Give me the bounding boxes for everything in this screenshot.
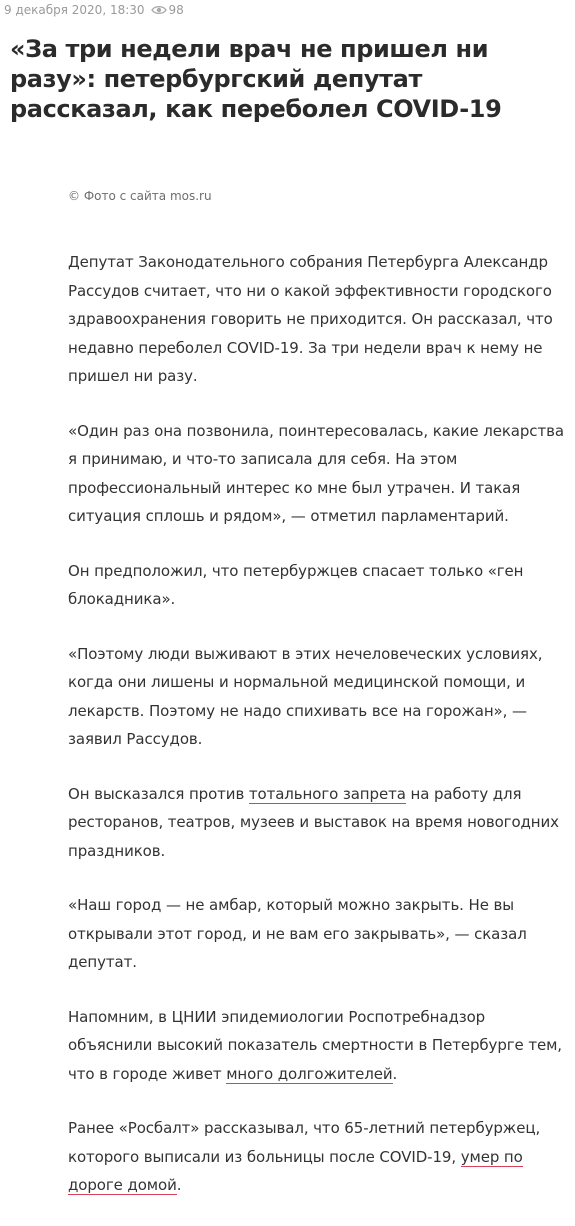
publish-date: 9 декабря 2020, 18:30 (4, 3, 145, 17)
paragraph-8 (68, 1114, 568, 1200)
paragraph-5 (68, 780, 568, 866)
paragraph-7 (68, 1003, 568, 1089)
paragraph-5-text-after: на работу для ресторанов, театров, музеев и выставок на время новогодних праздников. (68, 784, 559, 860)
link-died-on-way-home[interactable]: умер по дороге домой (68, 1147, 523, 1194)
paragraph-2: «Один раз она позвонила, поинтересовалась, какие лекарства я принимаю, и что-то записала для себя. На этом профессиональный интерес ко мне был утрачен. И такая ситуация сплошь и рядом», — отметил парламентарий. (68, 421, 564, 525)
paragraph-6: «Наш город — не амбар, который можно закрыть. Не вы открывали этот город, и не вам его закрывать», — сказал депутат. (68, 896, 527, 971)
paragraph-3: Он предположил, что петербуржцев спасает только «ген блокадника». (68, 561, 524, 608)
paragraph-7-text-before: Напомним, в ЦНИИ эпидемиологии Роспотребнадзор объяснили высокий показатель смертности в Петербурге тем, что в городе живет (68, 1007, 562, 1083)
article-meta (4, 2, 184, 18)
paragraph-8-text-after: . (176, 1176, 182, 1194)
article-headline: «За три недели врач не пришел ни разу»: петербургский депутат рассказал, как переболел COVID-19 (10, 35, 502, 123)
link-total-ban[interactable]: тотального запрета (248, 784, 406, 803)
article-body (68, 248, 568, 1226)
eye-icon (151, 5, 167, 15)
paragraph-5-text-before: Он высказался против (68, 784, 249, 803)
photo-credit: © Фото с сайта mos.ru (68, 189, 212, 203)
paragraph-1: Депутат Законодательного собрания Петербурга Александр Рассудов считает, что ни о какой эффективности городского здравоохранения говорить не приходится. Он рассказал, что недавно переболел COVID-19. За три недели врач к нему не пришел ни разу. (68, 253, 553, 385)
paragraph-8-text-before: Ранее «Росбалт» рассказывал, что 65-летний петербуржец, которого выписали из больницы после COVID-19, (68, 1119, 541, 1166)
paragraph-7-text-after: . (392, 1064, 398, 1083)
link-many-long-livers[interactable]: много долгожителей (226, 1064, 393, 1083)
view-count: 98 (168, 3, 184, 17)
paragraph-4: «Поэтому люди выживают в этих нечеловеческих условиях, когда они лишены и нормальной медицинской помощи, и лекарств. Поэтому не надо спихивать все на горожан», — заявил Рассудов. (68, 644, 543, 748)
